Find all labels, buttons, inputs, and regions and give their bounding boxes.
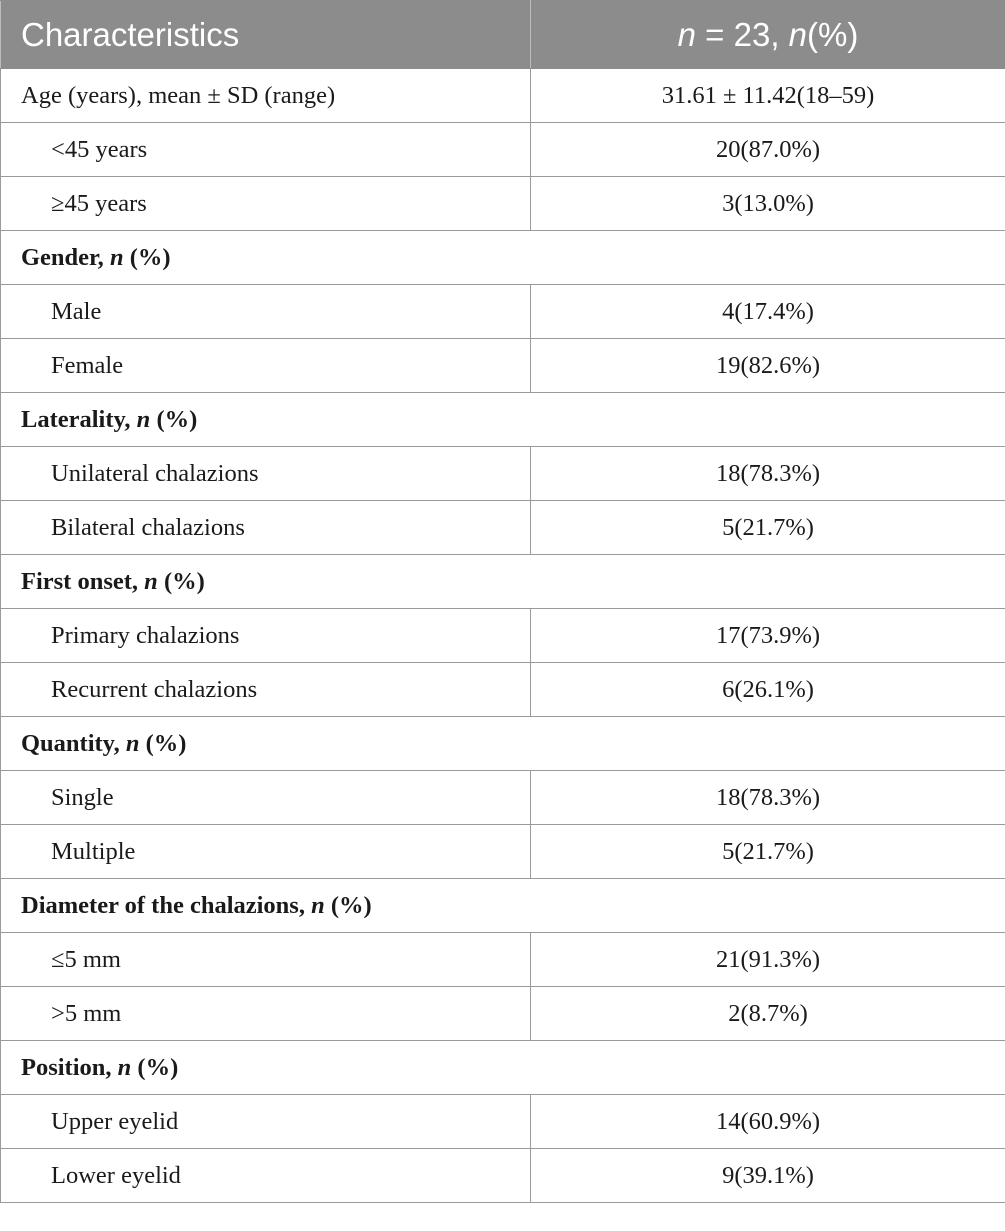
section-row — [1, 1041, 1005, 1095]
row-value: 9(39.1%) — [531, 1149, 1005, 1203]
header-percent: (%) — [807, 15, 859, 53]
section-title — [1, 879, 1005, 933]
row-label: Single — [1, 771, 531, 825]
section-title-text: Laterality, — [21, 405, 137, 433]
row-label: ≥45 years — [1, 177, 531, 231]
row-value: 18(78.3%) — [531, 447, 1005, 501]
table-row — [1, 177, 1005, 231]
table-row — [1, 1149, 1005, 1203]
section-title — [1, 231, 1005, 285]
section-pct: (%) — [123, 243, 171, 271]
section-title-text: Diameter of the chalazions, — [21, 891, 312, 919]
table-row — [1, 123, 1005, 177]
table-row — [1, 609, 1005, 663]
table-row — [1, 771, 1005, 825]
section-row — [1, 879, 1005, 933]
row-label: ≤5 mm — [1, 933, 531, 987]
section-pct: (%) — [157, 567, 205, 595]
row-label: Primary chalazions — [1, 609, 531, 663]
row-value: 20(87.0%) — [531, 123, 1005, 177]
table-row — [1, 1095, 1005, 1149]
header-n-value: = 23, — [696, 15, 789, 53]
age-label: Age (years), mean ± SD (range) — [1, 69, 531, 123]
row-value: 2(8.7%) — [531, 987, 1005, 1041]
row-value: 5(21.7%) — [531, 825, 1005, 879]
section-title — [1, 393, 1005, 447]
table-row — [1, 285, 1005, 339]
section-n: n — [117, 1053, 132, 1081]
header-n-symbol-2: n — [788, 15, 808, 53]
section-row — [1, 717, 1005, 771]
section-title — [1, 717, 1005, 771]
table-row — [1, 663, 1005, 717]
table-row — [1, 825, 1005, 879]
header-sample-size — [531, 1, 1005, 69]
row-value: 18(78.3%) — [531, 771, 1005, 825]
section-n: n — [144, 567, 158, 595]
row-value: 21(91.3%) — [531, 933, 1005, 987]
table-row — [1, 69, 1005, 123]
table-header-row — [1, 1, 1005, 69]
row-label: Multiple — [1, 825, 531, 879]
section-pct: (%) — [324, 891, 372, 919]
row-value: 19(82.6%) — [531, 339, 1005, 393]
row-label: Female — [1, 339, 531, 393]
row-label: Upper eyelid — [1, 1095, 531, 1149]
section-title-text: Quantity, — [21, 729, 126, 757]
age-value: 31.61 ± 11.42(18–59) — [531, 69, 1005, 123]
header-n-symbol: n — [677, 15, 696, 53]
row-value: 6(26.1%) — [531, 663, 1005, 717]
section-pct: (%) — [139, 729, 187, 757]
row-value: 14(60.9%) — [531, 1095, 1005, 1149]
table-row — [1, 933, 1005, 987]
section-title — [1, 1041, 1005, 1095]
section-pct: (%) — [150, 405, 198, 433]
section-n: n — [311, 891, 325, 919]
section-title — [1, 555, 1005, 609]
section-pct: (%) — [131, 1053, 179, 1081]
header-characteristics: Characteristics — [1, 1, 531, 69]
table-row — [1, 339, 1005, 393]
table-row — [1, 987, 1005, 1041]
row-value: 3(13.0%) — [531, 177, 1005, 231]
row-label: Unilateral chalazions — [1, 447, 531, 501]
section-row — [1, 231, 1005, 285]
row-label: >5 mm — [1, 987, 531, 1041]
row-label: Bilateral chalazions — [1, 501, 531, 555]
row-label: <45 years — [1, 123, 531, 177]
row-value: 17(73.9%) — [531, 609, 1005, 663]
section-row — [1, 555, 1005, 609]
row-label: Male — [1, 285, 531, 339]
section-n: n — [136, 405, 151, 433]
section-title-text: Gender, — [21, 243, 110, 271]
row-label: Lower eyelid — [1, 1149, 531, 1203]
section-n: n — [109, 243, 124, 271]
section-title-text: Position, — [21, 1053, 118, 1081]
section-n: n — [125, 729, 140, 757]
row-value: 4(17.4%) — [531, 285, 1005, 339]
section-title-text: First onset, — [21, 567, 145, 595]
row-value: 5(21.7%) — [531, 501, 1005, 555]
table-row — [1, 447, 1005, 501]
table-row — [1, 501, 1005, 555]
section-row — [1, 393, 1005, 447]
row-label: Recurrent chalazions — [1, 663, 531, 717]
